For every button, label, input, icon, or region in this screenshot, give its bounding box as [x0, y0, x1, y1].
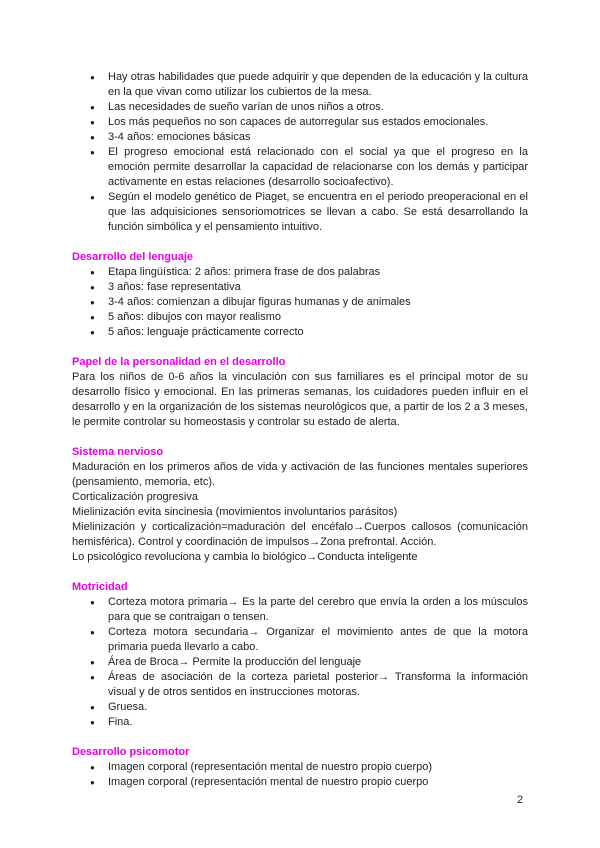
- lenguaje-list: [72, 265, 528, 340]
- section-lenguaje: [72, 250, 528, 340]
- section-motricidad: [72, 580, 528, 730]
- list-item: ● Etapa lingüística: 2 años: primera frase de dos palabras: [72, 265, 528, 280]
- section-heading: Desarrollo psicomotor: [72, 746, 190, 758]
- list-item: ● 5 años: dibujos con mayor realismo: [72, 310, 528, 325]
- paragraph: Para los niños de 0-6 años la vinculación con sus familiares es el principal motor de su desarrollo físico y emocional. En las primeras semanas, los cuidadores pueden influir en el desarrollo y en la organización de los sistemas neurológicos que, a partir de los 2 a 3 meses, le permite controlar su homeostasis y controlar su estado de alerta.: [72, 371, 528, 428]
- section-heading: Desarrollo del lenguaje: [72, 251, 194, 263]
- psicomotor-list: [72, 760, 528, 790]
- list-item: ● 5 años: lenguaje prácticamente correcto: [72, 325, 528, 340]
- paragraph-line: Maduración en los primeros años de vida y activación de las funciones mentales superiores (pensamiento, memoria, etc).: [72, 461, 528, 488]
- section-personalidad: [72, 355, 528, 430]
- list-item: ● El progreso emocional está relacionado con el social ya que el progreso en la emoción permite desarrollar la capacidad de relacionarse con los demás y participar activamente en estas relaciones (desarrollo socioafectivo).: [72, 145, 528, 190]
- paragraph-line: Corticalización progresiva: [72, 491, 198, 503]
- list-item: ● 3 años: fase representativa: [72, 280, 528, 295]
- list-item: ● Según el modelo genético de Piaget, se encuentra en el periodo preoperacional en el que las adquisiciones sensoriomotrices se llevan a cabo. Se está desarrollando la función simbólica y el pensamiento intuitivo.: [72, 190, 528, 235]
- list-item: ● Gruesa.: [72, 700, 528, 715]
- list-item: ● Hay otras habilidades que puede adquirir y que dependen de la educación y la cultura en la que vivan como utilizar los cubiertos de la mesa.: [72, 70, 528, 100]
- paragraph-line: Mielinización evita sincinesia (movimientos involuntarios parásitos): [72, 506, 398, 518]
- paragraph-line: Lo psicológico revoluciona y cambia lo biológico→Conducta inteligente: [72, 551, 418, 563]
- list-item: ● Área de Broca→ Permite la producción del lenguaje: [72, 655, 528, 670]
- section-sistema-nervioso: [72, 445, 528, 565]
- page-number: 2: [517, 794, 524, 806]
- list-item: ● Fina.: [72, 715, 528, 730]
- list-item: ● Corteza motora secundaria→ Organizar el movimiento antes de que la motora primaria pueda llevarlo a cabo.: [72, 625, 528, 655]
- list-item: ● Corteza motora primaria→ Es la parte del cerebro que envía la orden a los músculos para que se contraigan o tensen.: [72, 595, 528, 625]
- section-heading: Sistema nervioso: [72, 446, 164, 458]
- list-item: ● Áreas de asociación de la corteza parietal posterior→ Transforma la información visual y de otros sentidos en instrucciones motoras.: [72, 670, 528, 700]
- motricidad-list: [72, 595, 528, 730]
- list-item: ● Los más pequeños no son capaces de autorregular sus estados emocionales.: [72, 115, 528, 130]
- list-item: ● Imagen corporal (representación mental de nuestro propio cuerpo): [72, 760, 528, 775]
- list-item: ● 3-4 años: emociones básicas: [72, 130, 528, 145]
- list-item: ● Las necesidades de sueño varían de unos niños a otros.: [72, 100, 528, 115]
- intro-bullet-list: [72, 70, 528, 235]
- list-item: ● 3-4 años: comienzan a dibujar figuras humanas y de animales: [72, 295, 528, 310]
- section-heading: Motricidad: [72, 581, 128, 593]
- section-heading: Papel de la personalidad en el desarrollo: [72, 356, 286, 368]
- paragraph-line: Mielinización y corticalización=maduración del encéfalo→Cuerpos callosos (comunicación hemisférica). Control y coordinación de impulsos→Zona prefrontal. Acción.: [72, 521, 528, 548]
- section-psicomotor: [72, 745, 528, 790]
- list-item: ● Imagen corporal (representación mental de nuestro propio cuerpo: [72, 775, 528, 790]
- page-content: [72, 70, 528, 790]
